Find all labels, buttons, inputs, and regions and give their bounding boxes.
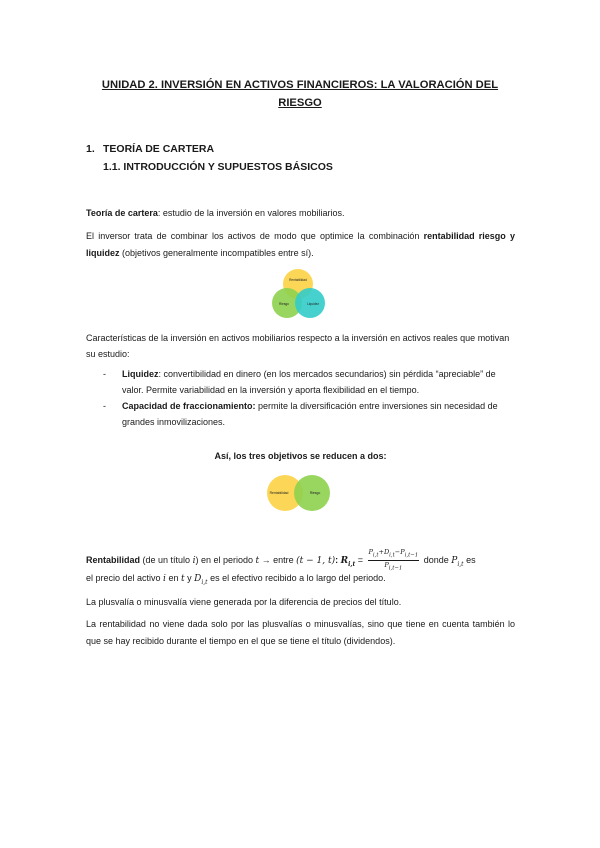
bullet-term-liquidez: Liquidez	[122, 369, 159, 379]
bullet-term-fraccionamiento: Capacidad de fraccionamiento:	[122, 401, 256, 411]
investor-paragraph: El inversor trata de combinar los activos de modo que optimice la combinación rentabilidad riesgo y liquidez (objetivos generalmente incompatibles entre sí).	[86, 231, 515, 258]
title-line-2: RIESGO	[278, 97, 322, 109]
venn-diagram-three	[268, 267, 328, 323]
definition-text: : estudio de la inversión en valores mobiliarios.	[157, 208, 345, 218]
characteristics-list	[86, 366, 515, 430]
venn-diagram-two	[265, 468, 335, 518]
section-heading	[86, 143, 214, 155]
final-paragraph: La rentabilidad no viene dada solo por las plusvalías o minusvalías, sino que tiene en cuenta también lo que se hay recibido durante el tiempo en el que se tiene el título (dividendos).	[86, 619, 515, 646]
venn-label-rentabilidad: Rentabilidad	[289, 278, 307, 282]
rentabilidad-paragraph: Rentabilidad (de un título i) en el periodo t → entre (t − 1, t): $R_{i,t}$ = $\frac{P_{i,t}+D_{i,t}-P_{i,t-1}}{P_{i,t-1}}$ donde $P_{i,t}$ es	[86, 548, 476, 572]
venn-label-riesgo: Riesgo	[279, 302, 289, 306]
list-item: - Capacidad de fraccionamiento: permite la diversificación entre inversiones sin necesidad de grandes inmovilizaciones.	[103, 401, 498, 427]
venn-label-riesgo: Riesgo	[309, 491, 321, 495]
document-title	[80, 76, 520, 112]
definition-paragraph	[86, 205, 515, 222]
reduce-heading: Así, los tres objetivos se reducen a dos:	[214, 451, 387, 461]
section-number: 1.	[86, 143, 95, 155]
subsection-heading: 1.1. INTRODUCCIÓN Y SUPUESTOS BÁSICOS	[103, 161, 333, 173]
characteristics-paragraph: Características de la inversión en activos mobiliarios respecto a la inversión en activos reales que motivan su estudio:	[86, 333, 510, 359]
plusvalia-paragraph: La plusvalía o minusvalía viene generada por la diferencia de precios del título.	[86, 597, 402, 607]
venn-label-liquidez: Liquidez	[307, 302, 319, 306]
section-title: TEORÍA DE CARTERA	[103, 143, 215, 155]
list-item: - Liquidez: convertibilidad en dinero (en los mercados secundarios) sin pérdida “apreciable” de valor. Permite variabilidad en la inversión y aporta flexibilidad en el tiempo.	[103, 369, 496, 395]
definition-term: Teoría de cartera	[86, 208, 158, 218]
title-line-1: UNIDAD 2. INVERSIÓN EN ACTIVOS FINANCIEROS: LA VALORACIÓN DEL	[101, 79, 499, 91]
rentabilidad-paragraph-line2: el precio del activo i en t y $D_{i,t}$ es el efectivo recibido a lo largo del periodo.	[86, 573, 386, 586]
venn-label-rentabilidad: Rentabilidad	[269, 491, 289, 495]
return-formula-fraction: $\frac{P_{i,t}+D_{i,t}-P_{i,t-1}}{P_{i,t-1}}$	[368, 548, 419, 572]
